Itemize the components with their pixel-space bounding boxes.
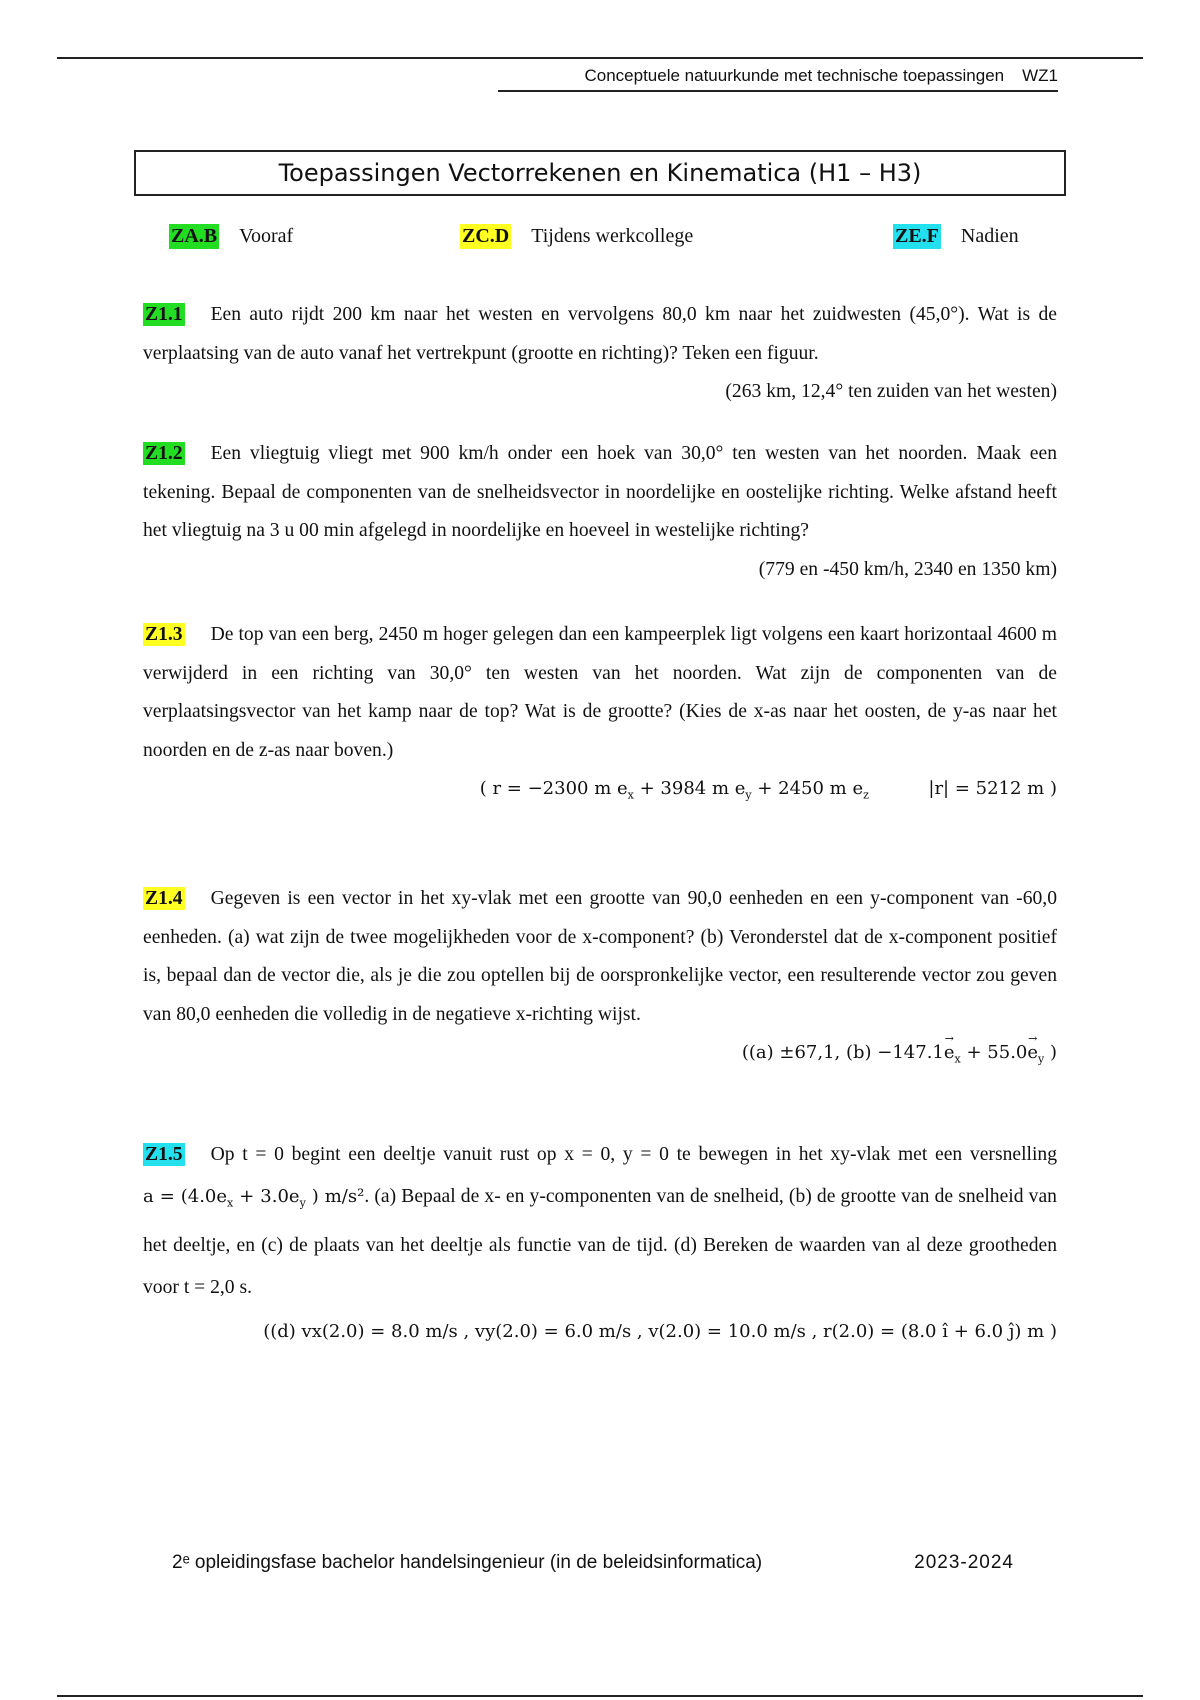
exercise-body bbox=[143, 616, 1057, 770]
exercise-body bbox=[143, 880, 1057, 1034]
exercise-answer: ((a) ±67,1, $(b) -147.1\to e_x + 55.0\to e_y$ ) bbox=[143, 1034, 1057, 1079]
exercise-body bbox=[143, 1134, 1057, 1309]
legend-tag-during: ZC.D bbox=[462, 225, 510, 247]
running-header bbox=[498, 66, 1058, 92]
exercise-id: Z1.1 bbox=[145, 304, 183, 325]
answer-term-x: r = −2300 m e bbox=[492, 778, 628, 799]
exercise-text-2: . (a) Bepaal de x- en y-componenten van de snelheid, (b) de grootte van de snelheid van het deeltje, en (c) de plaats van het deeltje als functie van de tijd. (d) Bereken de waarden van al deze grootheden voor t = 2,0 s. bbox=[143, 1186, 1057, 1298]
legend-label-during: Tijdens werkcollege bbox=[531, 225, 694, 247]
legend-after bbox=[893, 224, 1019, 249]
top-rule bbox=[57, 57, 1143, 59]
exercise-z1-2 bbox=[143, 435, 1057, 589]
answer-part-b: + 55.0 bbox=[966, 1042, 1028, 1063]
legend-before bbox=[169, 224, 293, 249]
answer-term-y: + 3984 m e bbox=[639, 778, 746, 799]
legend-label-before: Vooraf bbox=[239, 225, 294, 247]
course-code: WZ1 bbox=[1022, 66, 1058, 85]
bottom-rule bbox=[57, 1695, 1143, 1697]
answer-term-z: + 2450 m e bbox=[757, 778, 864, 799]
legend-during bbox=[460, 224, 693, 249]
footer-program: 2ᵉ opleidingsfase bachelor handelsingenieur (in de beleidsinformatica) bbox=[172, 1552, 763, 1573]
exercise-text: De top van een berg, 2450 m hoger gelegen dan een kampeerplek ligt volgens een kaart horizontaal 4600 m verwijderd in een richting van 30,0° ten westen van het noorden. Wat zijn de componenten van de verplaatsingsvector van het kamp naar de top? Wat is de grootte? (Kies de x-as naar het oosten, de y-as naar het noorden en de z-as naar boven.) bbox=[143, 624, 1057, 761]
exercise-id: Z1.4 bbox=[145, 888, 183, 909]
exercise-z1-5 bbox=[143, 1134, 1057, 1351]
exercise-answer: ((d) vx(2.0) = 8.0 m/s , vy(2.0) = 6.0 m/s , v(2.0) = 10.0 m/s , r(2.0) = (8.0 î + 6.0 ĵ) m ) bbox=[263, 1320, 1057, 1342]
exercise-body bbox=[143, 296, 1057, 373]
footer-year: 2023-2024 bbox=[914, 1552, 1014, 1573]
exercise-text: Gegeven is een vector in het xy-vlak met een grootte van 90,0 eenheden en een y-component van -60,0 eenheden. (a) wat zijn de twee mogelijkheden voor de x-component? (b) Veronderstel dat de x-component positief is, bepaal dan de vector die, als je die zou optellen bij de oorspronkelijke vector, een resulterende vector zou geven van 80,0 eenheden die volledig in de negatieve x-richting wijst. bbox=[143, 888, 1057, 1025]
exercise-answer: (263 km, 12,4° ten zuiden van het westen) bbox=[725, 381, 1057, 402]
exercise-answer: (779 en -450 km/h, 2340 en 1350 km) bbox=[758, 558, 1057, 580]
exercise-id: Z1.2 bbox=[145, 443, 183, 464]
exercise-text: Een vliegtuig vliegt met 900 km/h onder een hoek van 30,0° ten westen van het noorden. Maak een tekening. Bepaal de componenten van de snelheidsvector in noordelijke en oostelijke richting. Welke afstand heeft het vliegtuig na 3 u 00 min afgelegd in noordelijke en hoeveel in westelijke richting? bbox=[143, 443, 1057, 541]
exercise-answer: ( r = −2300 m $e_x + 3984$ m $e_y + 2450$ m $e_z$ |r| = 5212 m ) bbox=[479, 778, 1057, 802]
acceleration-formula: $a = (4.0e_x + 3.0e_y$ ) m/s² bbox=[143, 1186, 365, 1210]
legend-tag-after: ZE.F bbox=[895, 225, 939, 247]
exercise-body bbox=[143, 435, 1057, 551]
legend-tag-before: ZA.B bbox=[171, 225, 218, 247]
answer-magnitude: |r| = 5212 m bbox=[928, 778, 1045, 799]
exercise-id: Z1.5 bbox=[145, 1144, 183, 1165]
course-title: Conceptuele natuurkunde met technische toepassingen bbox=[584, 66, 1005, 85]
exercise-z1-3 bbox=[143, 616, 1057, 815]
exercise-z1-4 bbox=[143, 880, 1057, 1079]
answer-part-a: ((a) ±67,1, (b) −147.1 bbox=[741, 1042, 944, 1063]
legend-label-after: Nadien bbox=[960, 225, 1019, 247]
exercise-text-1: Op t = 0 begint een deeltje vanuit rust op x = 0, y = 0 te bewegen in het xy-vlak met een versnelling bbox=[210, 1144, 1057, 1165]
exercise-text: Een auto rijdt 200 km naar het westen en vervolgens 80,0 km naar het zuidwesten (45,0°). Wat is de verplaatsing van de auto vanaf het vertrekpunt (grootte en richting)? Teken een figuur. bbox=[143, 304, 1057, 364]
exercise-z1-1 bbox=[143, 296, 1057, 412]
exercise-id: Z1.3 bbox=[145, 624, 183, 645]
page-title: Toepassingen Vectorrekenen en Kinematica (H1 – H3) bbox=[134, 150, 1066, 196]
page-footer bbox=[172, 1552, 1014, 1574]
